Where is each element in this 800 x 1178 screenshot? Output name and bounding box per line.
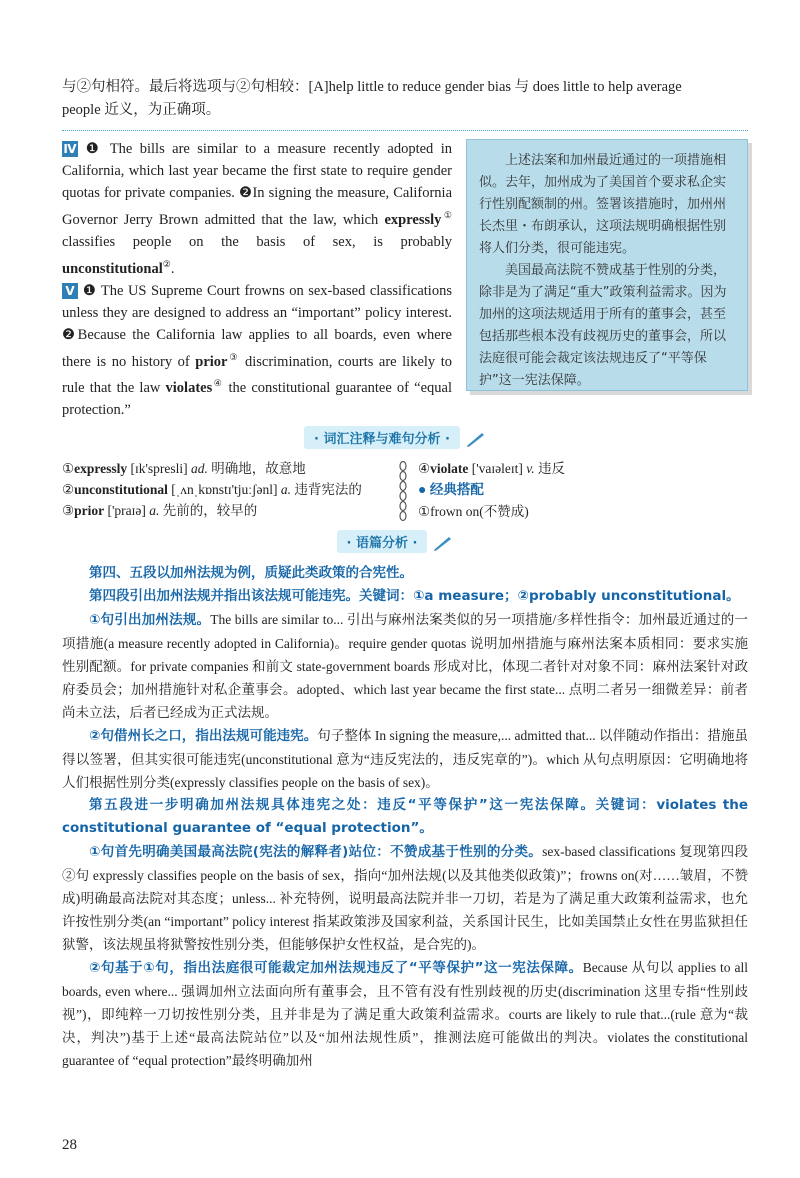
sentence: The bills are similar to a measure recently adopted in California, which last year became the first state to require gender quotas for private companies. [62,141,452,201]
english-passage [62,138,452,421]
sentence: Because the California law applies to all boards, even where there is no history of [62,326,452,370]
sentence: The US Supreme Court frowns on sex-based classifications unless they are designed to address an “important” policy interest. [62,282,452,321]
chain-divider-icon [398,461,408,523]
page-number: 28 [62,1137,77,1153]
vocab-sup: ④ [212,378,224,389]
sentence: the constitutional guarantee of “equal protection.” [62,380,452,419]
paragraph-badge: Ⅴ [62,283,78,299]
sentence: discrimination, courts are likely to rule that the law [62,353,452,397]
paragraph-5 [62,280,452,422]
pen-icon [433,535,453,551]
vocab-entry-expressly: ①expressly [ɪk'spresli] ad. 明确地，故意地 [62,461,306,476]
analysis-para-4: ②句基于①句，指出法庭很可能裁定加州法规违反了“平等保护”这一宪法保障。Because 从句以 applies to all boards, even where... 强调加州立法面向所有董事会，且不管有没有性别歧视的历史(discrimination 这里专指“性别歧视”)，即纯粹一刀切按性别分类，且并非是为了满足重大政策利益需求。courts are likely to rule that...(rule 意为“裁决，判决”)基于上述“最高法院站位”以及“加州法规性质”，推测法庭可能做出的判决。violates the constitutional guarantee of “equal protection”最终明确加州 [62,960,748,1068]
analysis-heading-3: 第五段进一步明确加州法规具体违宪之处：违反“平等保护”这一宪法保障。关键词：violates the constitutional guarantee of “equal protection”。 [62,797,748,836]
divider [62,130,748,131]
vocab-section-title [300,426,490,449]
vocab-list-right [418,458,748,522]
section-title-text: · 词汇注释与难句分析 · [304,426,460,449]
pen-icon [466,431,486,447]
paragraph-4 [62,138,452,280]
bullet-icon: ● [418,483,427,498]
analysis-section-title [300,530,490,553]
sentence-number: ❷ [239,185,253,201]
translation-para-4: 上述法案和加州最近通过的一项措施相似。去年，加州成为了美国首个要求私企实行性别配额制的州。签署该措施时，加州州长杰里・布朗承认，这项法规明确根据性别将人们分类，很可能违宪。 [479,153,727,256]
vocab-word: expressly [384,211,442,228]
vocab-sup: ① [441,210,452,220]
analysis-heading-1: 第四、五段以加州法规为例，质疑此类政策的合宪性。 [89,565,413,581]
intro-line-2: people 近义，为正确项。 [62,102,221,118]
vocab-list-left [62,458,392,521]
section-title-text: · 语篇分析 · [337,530,428,553]
collocation-heading: ● 经典搭配 [418,482,484,498]
vocab-entry-prior: ③prior ['praɪə] a. 先前的，较早的 [62,503,258,518]
sentence-number: ❶ [82,141,103,157]
analysis-para-1: ①句引出加州法规。The bills are similar to... 引出与麻州法案类似的另一项措施/多样性指令：加州最近通过的一项措施(a measure recently adopted in California)。require gender quotas 说明加州措施与麻州法案本质相同：要求实施性别配额。for private companies 和前文 state-government boards 形成对比，体现二者针对对象不同：麻州法案针对政府委员会；加州措施针对私企董事会。adopted、which last year became the first state... 点明二者另一细微差异：前者尚未立法，后者已经成为正式法规。 [62,612,748,720]
translation-para-5: 美国最高法院不赞成基于性别的分类，除非是为了满足“重大”政策利益需求。因为加州的这项法规适用于所有的董事会，甚至包括那些根本没有歧视历史的董事会，所以法庭很可能会裁定该法规违反了“平等保护”这一宪法保障。 [479,263,727,388]
vocab-word: prior [195,353,228,370]
sentence: classifies people on the basis of sex, is probably [62,233,452,250]
vocab-sup: ② [162,258,171,269]
vocab-sup: ③ [227,351,240,362]
intro-line-1: 与②句相符。最后将选项与②句相较：[A]help little to reduce gender bias 与 does little to help average [62,79,682,95]
analysis-para-3: ①句首先明确美国最高法院(宪法的解释者)站位：不赞成基于性别的分类。sex-based classifications 复现第四段②句 expressly classifies people on the basis of sex，指向“加州法规(以及其他类似政策)”；frowns on(对……皱眉，不赞成)明确最高法院对其态度；unless... 补充特例，说明最高法院并非一刀切，若是为了满足重大政策利益需求，也允许按性别分类(an “important” policy interest 指某政策涉及国家利益，关系国计民生，比如美国禁止女性在男监狱担任狱警，该法规虽将狱警按性别分类，但能够保护女性权益，是合宪的)。 [62,844,748,952]
analysis-para-2: ②句借州长之口，指出法规可能违宪。句子整体 In signing the measure,... admitted that... 以伴随动作指出：措施虽得以签署，但其实很可能违宪(unconstitutional 意为“违反宪法的，违反宪章的”)。which 从句点明原因：它明确地将人们根据性别分类(expressly classifies people on the basis of sex)。 [62,728,748,790]
analysis-heading-2: 第四段引出加州法规并指出该法规可能违宪。关键词：①a measure；②probably unconstitutional。 [89,588,740,604]
vocab-entry-violate: ④violate ['vaɪəleɪt] v. 违反 [418,461,566,476]
analysis-body [62,562,748,1072]
paragraph-badge: Ⅳ [63,142,77,156]
vocab-word: unconstitutional [62,260,163,277]
sentence: . [170,260,175,277]
sentence: In signing the measure, California Governor Jerry Brown admitted that the law, which [62,185,453,228]
sentence-number: ❶ [82,282,97,299]
sentence-number: ❷ [62,326,78,343]
collocation-item: ①frown on(不赞成) [418,504,529,519]
translation-box [466,139,748,391]
vocab-word: violates [165,380,213,397]
vocab-entry-unconstitutional: ②unconstitutional [ˌʌnˌkɒnstɪ'tjuːʃənl] a. 违背宪法的 [62,482,362,497]
